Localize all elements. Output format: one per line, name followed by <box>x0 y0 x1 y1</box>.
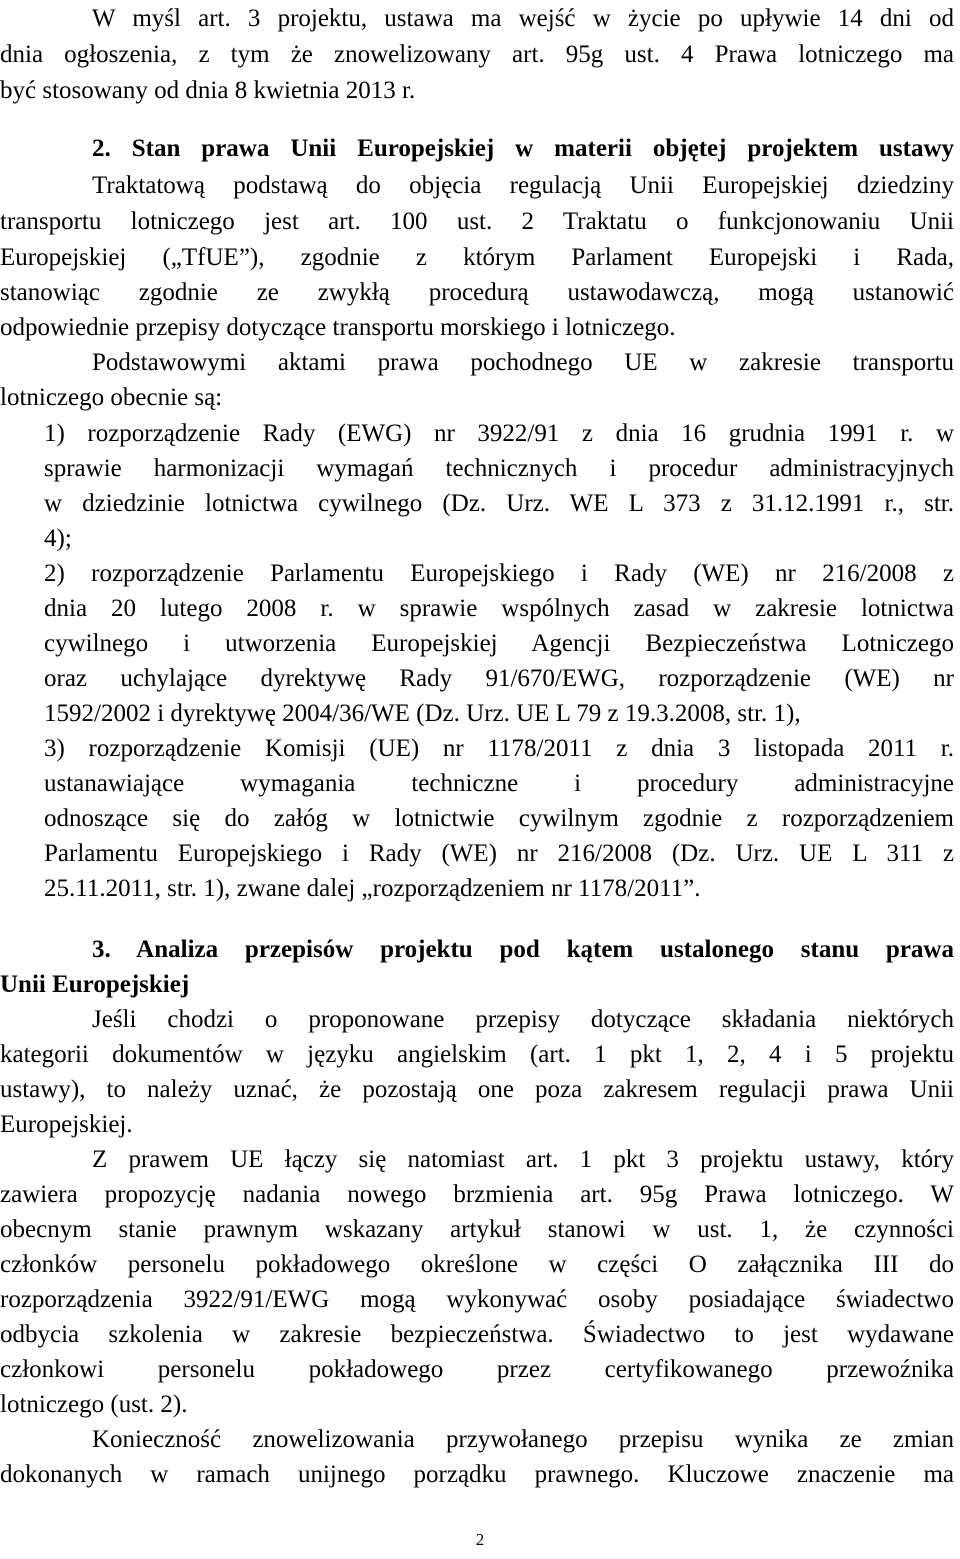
paragraph-line: Podstawowymi aktami prawa pochodnego UE w zakresie transportu <box>92 349 954 376</box>
list-item-line: dnia 20 lutego 2008 r. w sprawie wspólnych zasad w zakresie lotnictwa <box>44 595 954 622</box>
paragraph-line: obecnym stanie prawnym wskazany artykuł stanowi w ust. 1, że czynności <box>0 1216 954 1243</box>
page-number: 2 <box>475 1530 485 1549</box>
paragraph-line: członków personelu pokładowego określone w części O załącznika III do <box>0 1251 954 1278</box>
list-item-line: w dziedzinie lotnictwa cywilnego (Dz. Urz. WE L 373 z 31.12.1991 r., str. <box>44 490 954 517</box>
paragraph-line: odbycia szkolenia w zakresie bezpieczeństwa. Świadectwo to jest wydawane <box>0 1321 954 1348</box>
paragraph-line: dokonanych w ramach unijnego porządku prawnego. Kluczowe znaczenie ma <box>0 1461 954 1488</box>
list-item-line: 1) rozporządzenie Rady (EWG) nr 3922/91 z dnia 16 grudnia 1991 r. w <box>44 420 954 447</box>
paragraph-line: rozporządzenia 3922/91/EWG mogą wykonywać osoby posiadające świadectwo <box>0 1286 954 1313</box>
intro-line: dnia ogłoszenia, z tym że znowelizowany art. 95g ust. 4 Prawa lotniczego ma <box>0 41 954 68</box>
paragraph-line: Traktatową podstawą do objęcia regulacją Unii Europejskiej dziedziny <box>92 172 954 199</box>
list-item-line: odnoszące się do załóg w lotnictwie cywilnym zgodnie z rozporządzeniem <box>44 805 954 832</box>
list-item-line: oraz uchylające dyrektywę Rady 91/670/EWG, rozporządzenie (WE) nr <box>44 665 954 692</box>
list-item-line: 1592/2002 i dyrektywę 2004/36/WE (Dz. Urz. UE L 79 z 19.3.2008, str. 1), <box>44 700 801 727</box>
list-item-line: 2) rozporządzenie Parlamentu Europejskiego i Rady (WE) nr 216/2008 z <box>44 560 954 587</box>
paragraph-line: Jeśli chodzi o proponowane przepisy dotyczące składania niektórych <box>92 1006 954 1033</box>
intro-line: być stosowany od dnia 8 kwietnia 2013 r. <box>0 77 416 104</box>
section-heading: 2. Stan prawa Unii Europejskiej w materii objętej projektem ustawy <box>92 135 954 162</box>
list-item-line: cywilnego i utworzenia Europejskiej Agencji Bezpieczeństwa Lotniczego <box>44 630 954 657</box>
paragraph-line: lotniczego obecnie są: <box>0 384 223 411</box>
paragraph-line: lotniczego (ust. 2). <box>0 1391 188 1418</box>
section-heading: Unii Europejskiej <box>0 971 190 998</box>
paragraph-line: Konieczność znowelizowania przywołanego przepisu wynika ze zmian <box>92 1426 954 1453</box>
paragraph-line: Europejskiej („TfUE”), zgodnie z którym Parlament Europejski i Rada, <box>0 244 954 271</box>
list-item-line: Parlamentu Europejskiego i Rady (WE) nr 216/2008 (Dz. Urz. UE L 311 z <box>44 840 954 867</box>
list-item-line: 25.11.2011, str. 1), zwane dalej „rozporządzeniem nr 1178/2011”. <box>44 875 701 902</box>
paragraph-line: Z prawem UE łączy się natomiast art. 1 pkt 3 projektu ustawy, który <box>92 1146 954 1173</box>
section-heading: 3. Analiza przepisów projektu pod kątem ustalonego stanu prawa <box>92 936 954 963</box>
paragraph-line: członkowi personelu pokładowego przez certyfikowanego przewoźnika <box>0 1356 954 1383</box>
paragraph-line: ustawy), to należy uznać, że pozostają one poza zakresem regulacji prawa Unii <box>0 1076 954 1103</box>
list-item-line: ustanawiające wymagania techniczne i procedury administracyjne <box>44 770 954 797</box>
paragraph-line: zawiera propozycję nadania nowego brzmienia art. 95g Prawa lotniczego. W <box>0 1181 954 1208</box>
list-item-line: 4); <box>44 525 72 552</box>
list-item-line: 3) rozporządzenie Komisji (UE) nr 1178/2011 z dnia 3 listopada 2011 r. <box>44 735 954 762</box>
list-item-line: sprawie harmonizacji wymagań technicznych i procedur administracyjnych <box>44 455 954 482</box>
paragraph-line: odpowiednie przepisy dotyczące transportu morskiego i lotniczego. <box>0 314 676 341</box>
paragraph-line: kategorii dokumentów w języku angielskim (art. 1 pkt 1, 2, 4 i 5 projektu <box>0 1041 954 1068</box>
intro-line: W myśl art. 3 projektu, ustawa ma wejść w życie po upływie 14 dni od <box>92 5 954 32</box>
paragraph-line: stanowiąc zgodnie ze zwykłą procedurą ustawodawczą, mogą ustanowić <box>0 279 954 306</box>
paragraph-line: transportu lotniczego jest art. 100 ust. 2 Traktatu o funkcjonowaniu Unii <box>0 208 954 235</box>
paragraph-line: Europejskiej. <box>0 1111 133 1138</box>
